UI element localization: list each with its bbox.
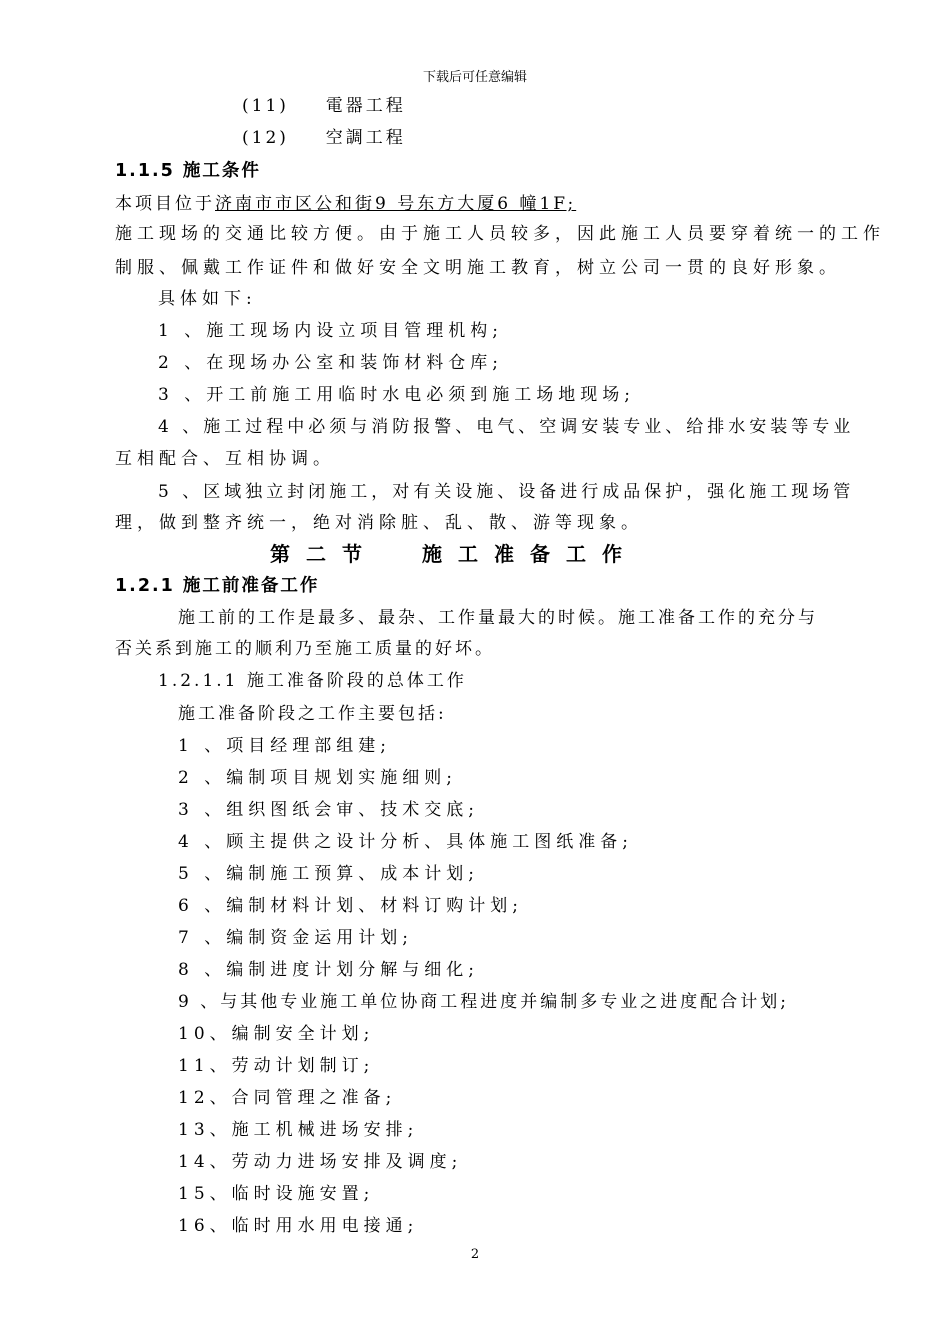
list-item: 6 、编制材料计划、材料订购计划; (178, 896, 523, 916)
paragraph-line: 施工现场的交通比较方便。由于施工人员较多，因此施工人员要穿着统一的工作 (115, 224, 885, 244)
subsection-heading: 1.2.1.1 施工准备阶段的总体工作 (158, 671, 467, 691)
list-item: 7 、编制资金运用计划; (178, 928, 413, 948)
list-item: 10、编制安全计划; (178, 1024, 375, 1044)
page-number: 2 (470, 1247, 480, 1262)
list-item: 14、劳动力进场安排及调度; (178, 1152, 463, 1172)
list-item: 2 、编制项目规划实施细则; (178, 768, 457, 788)
list-item: 2 、在现场办公室和装饰材料仓库; (158, 353, 503, 373)
list-item (242, 128, 406, 148)
location-address: 济南市市区公和街9 号东方大厦6 幢1F; (215, 194, 577, 214)
section-number: 第二节 (270, 542, 378, 566)
item-text: 空調工程 (325, 128, 406, 148)
section-heading-1-1-5: 1.1.5 施工条件 (115, 161, 261, 181)
list-item: 12、合同管理之准备; (178, 1088, 397, 1108)
intro-text: 具体如下: (158, 289, 257, 309)
section-name: 施工准备工作 (422, 542, 638, 566)
list-item-continuation: 互相配合、互相协调。 (115, 449, 335, 469)
paragraph-line: 制服、佩戴工作证件和做好安全文明施工教育，树立公司一贯的良好形象。 (115, 258, 841, 278)
list-item: 5 、编制施工预算、成本计划; (178, 864, 479, 884)
list-item: 16、临时用水用电接通; (178, 1216, 419, 1236)
list-item: 11、劳动计划制订; (178, 1056, 375, 1076)
list-item: 4 、施工过程中必须与消防报警、电气、空调安装专业、给排水安装等专业 (158, 417, 855, 437)
location-prefix: 本项目位于 (115, 194, 215, 214)
list-item-continuation: 理，做到整齐统一，绝对消除脏、乱、散、游等现象。 (115, 513, 643, 533)
list-item: 1 、项目经理部组建; (178, 736, 391, 756)
list-item: 3 、组织图纸会审、技术交底; (178, 800, 479, 820)
list-item: 1 、施工现场内设立项目管理机构; (158, 321, 503, 341)
list-item: 9 、与其他专业施工单位协商工程进度并编制多专业之进度配合计划; (178, 992, 789, 1012)
paragraph-line: 否关系到施工的顺利乃至施工质量的好坏。 (115, 639, 495, 659)
section-heading-1-2-1: 1.2.1 施工前准备工作 (115, 576, 320, 596)
list-item (242, 96, 406, 116)
paragraph-line: 施工前的工作是最多、最杂、工作量最大的时候。施工准备工作的充分与 (178, 608, 818, 628)
list-item: 4 、顾主提供之设计分析、具体施工图纸准备; (178, 832, 633, 852)
item-text: 電器工程 (325, 96, 406, 116)
list-item: 8 、编制进度计划分解与细化; (178, 960, 479, 980)
item-number: (11) (242, 96, 289, 116)
page-header: 下载后可任意编辑 (422, 70, 527, 85)
item-number: (12) (242, 128, 289, 148)
list-item: 13、施工机械进场安排; (178, 1120, 419, 1140)
location-line (115, 194, 576, 214)
list-item: 5 、区域独立封闭施工，对有关设施、设备进行成品保护，强化施工现场管 (158, 482, 855, 502)
list-item: 3 、开工前施工用临时水电必须到施工场地现场; (158, 385, 635, 405)
list-item: 15、临时设施安置; (178, 1184, 375, 1204)
intro-text: 施工准备阶段之工作主要包括: (178, 704, 447, 724)
section-title (270, 542, 638, 566)
